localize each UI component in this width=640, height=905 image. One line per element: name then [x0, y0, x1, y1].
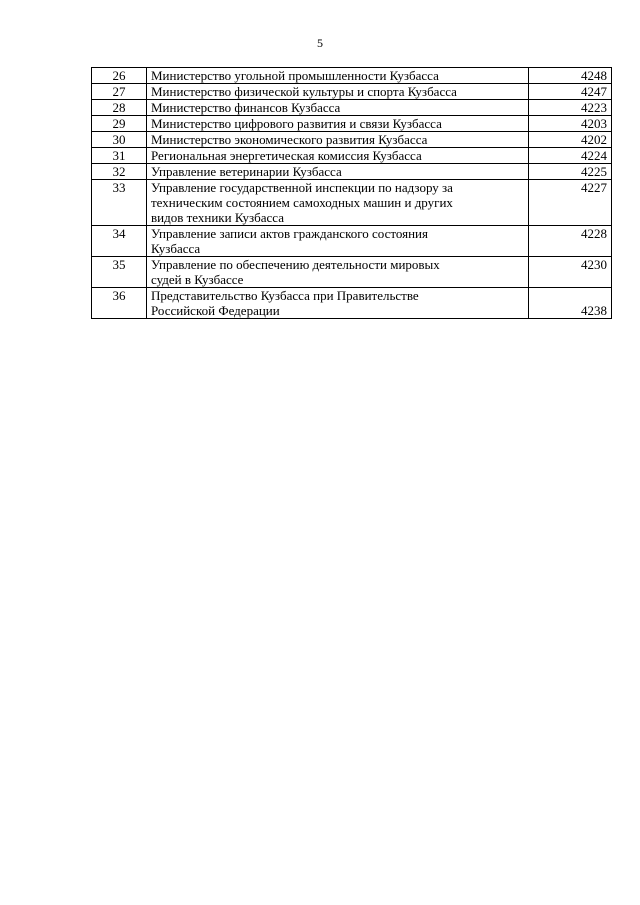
row-number: 35 — [92, 257, 147, 288]
row-number: 29 — [92, 116, 147, 132]
organization-name-line: Управление ветеринарии Кузбасса — [151, 164, 342, 179]
organization-name — [147, 164, 529, 180]
table-row — [92, 257, 612, 288]
table-row — [92, 68, 612, 84]
row-number: 31 — [92, 148, 147, 164]
organization-name-line: Представительство Кузбасса при Правительстве — [151, 288, 419, 303]
row-number: 27 — [92, 84, 147, 100]
organization-name-line: Управление по обеспечению деятельности мировых — [151, 257, 440, 272]
organization-name-line: техническим состоянием самоходных машин и других — [151, 195, 453, 210]
organization-code: 4230 — [529, 257, 612, 288]
organization-code: 4227 — [529, 180, 612, 226]
organization-name-line: Министерство угольной промышленности Кузбасса — [151, 68, 439, 83]
organization-code: 4238 — [529, 288, 612, 319]
organization-name — [147, 100, 529, 116]
table-row — [92, 148, 612, 164]
table-row — [92, 84, 612, 100]
row-number: 36 — [92, 288, 147, 319]
organization-name-line: Российской Федерации — [151, 303, 280, 318]
organization-code: 4228 — [529, 226, 612, 257]
table-row — [92, 116, 612, 132]
organization-code: 4202 — [529, 132, 612, 148]
organization-name-line: Министерство цифрового развития и связи Кузбасса — [151, 116, 442, 131]
row-number: 30 — [92, 132, 147, 148]
organization-name-line: Управление государственной инспекции по надзору за — [151, 180, 453, 195]
organization-name-line: Региональная энергетическая комиссия Кузбасса — [151, 148, 422, 163]
row-number: 28 — [92, 100, 147, 116]
table-row — [92, 132, 612, 148]
row-number: 32 — [92, 164, 147, 180]
table-row — [92, 180, 612, 226]
organization-name-line: Министерство экономического развития Кузбасса — [151, 132, 428, 147]
organization-name-line: Кузбасса — [151, 241, 201, 256]
organization-name-line: Министерство финансов Кузбасса — [151, 100, 341, 115]
organization-name — [147, 257, 529, 288]
table-row — [92, 164, 612, 180]
organizations-table — [91, 67, 612, 319]
organization-name — [147, 84, 529, 100]
organization-name — [147, 148, 529, 164]
organization-name-line: Управление записи актов гражданского состояния — [151, 226, 428, 241]
organization-name — [147, 226, 529, 257]
organization-name — [147, 116, 529, 132]
organization-name-line: видов техники Кузбасса — [151, 210, 284, 225]
page-number: 5 — [317, 36, 323, 50]
organization-code: 4224 — [529, 148, 612, 164]
organization-name-line: судей в Кузбассе — [151, 272, 244, 287]
table-row — [92, 100, 612, 116]
organization-code: 4248 — [529, 68, 612, 84]
organization-code: 4203 — [529, 116, 612, 132]
table-row — [92, 226, 612, 257]
row-number: 26 — [92, 68, 147, 84]
organization-name — [147, 180, 529, 226]
organization-name — [147, 132, 529, 148]
row-number: 33 — [92, 180, 147, 226]
organization-name — [147, 288, 529, 319]
organization-code: 4247 — [529, 84, 612, 100]
organization-code: 4225 — [529, 164, 612, 180]
organization-code: 4223 — [529, 100, 612, 116]
table-row — [92, 288, 612, 319]
row-number: 34 — [92, 226, 147, 257]
organization-name — [147, 68, 529, 84]
organization-name-line: Министерство физической культуры и спорта Кузбасса — [151, 84, 457, 99]
